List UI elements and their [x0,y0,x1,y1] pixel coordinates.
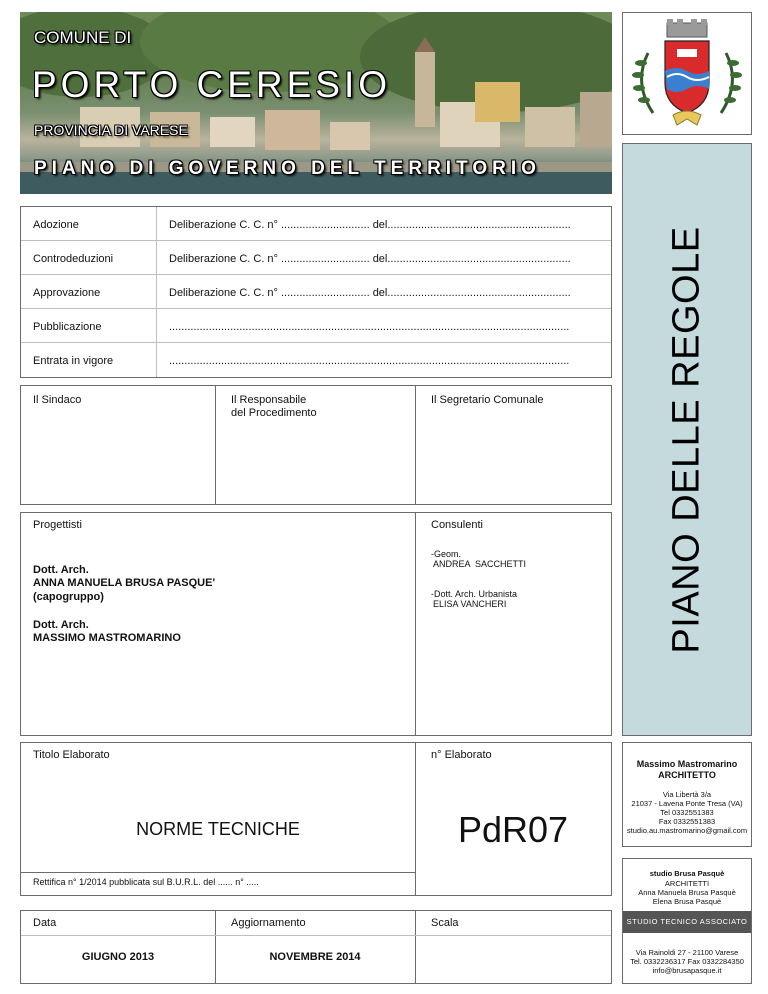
divider [215,911,216,983]
segretario-label: Il Segretario Comunale [431,394,544,406]
date-value: GIUGNO 2013 [81,951,155,963]
consultant2-name: ELISA VANCHERI [433,599,507,609]
divider [415,513,416,735]
studio-name: studio Brusa Pasquè [649,869,725,878]
row-label: Controdeduzioni [33,253,114,265]
consulenti-label: Consulenti [431,519,483,531]
procedure-table [20,206,612,378]
rettifica-note: Rettifica n° 1/2014 pubblicata sul B.U.R.L. del ...... n° ..... [33,877,259,887]
drawing-number: PdR07 [457,809,569,850]
studio-name: Massimo Mastromarino [636,759,738,769]
studio-brusa-box [622,858,752,984]
row-label: Entrata in vigore [33,355,114,367]
divider [21,935,611,936]
drawing-title: NORME TECNICHE [136,819,300,839]
designers-box [20,512,612,736]
arch1-title: Dott. Arch. [33,564,89,576]
arch2-title: Dott. Arch. [33,619,89,631]
row-value: Deliberazione C. C. n° ............................. del............................................................ [169,253,571,265]
signature-boxes [20,385,612,505]
studio-address-2: 21037 - Lavena Ponte Tresa (VA) [631,799,743,808]
divider [21,872,416,873]
studio-address: Via Rainoldi 27 - 21100 Varese [635,948,739,957]
studio-mastromarino-box [622,742,752,847]
row-label: Pubblicazione [33,321,102,333]
data-label: Data [33,917,57,929]
divider [215,386,216,504]
province-label: PROVINCIA DI VARESE [34,122,188,138]
town-name: PORTO CERESIO [32,64,392,105]
plan-title: PIANO DI GOVERNO DEL TERRITORIO [34,158,541,179]
numero-elaborato-label: n° Elaborato [431,749,492,761]
crest-box [622,12,752,135]
row-value: Deliberazione C. C. n° ............................. del............................................................ [169,219,571,231]
header-banner [20,12,612,194]
row-value: Deliberazione C. C. n° ............................. del............................................................ [169,287,571,299]
scala-label: Scala [431,917,459,929]
studio-role: ARCHITETTI [664,879,710,888]
row-value: ................................................................................................................................... [169,321,570,333]
studio-tel: Tel 0332551383 [660,808,714,817]
comune-label: COMUNE DI [34,28,132,47]
consultant1-name: ANDREA SACCHETTI [433,559,527,569]
divider [415,911,416,983]
date-scale-box [20,910,612,984]
document-type-title: PIANO DELLE REGOLE [665,225,708,654]
sindaco-label: Il Sindaco [33,394,82,406]
studio-partner-1: Anna Manuela Brusa Pasquè [638,888,736,897]
table-row [21,241,611,275]
studio-fax: Fax 0332551383 [658,817,716,826]
table-row [21,275,611,309]
arch2-name: MASSIMO MASTROMARINO [33,632,181,644]
studio-role: ARCHITETTO [658,770,716,780]
studio-partner-2: Elena Brusa Pasquè [652,897,722,906]
studio-email: info@brusapasque.it [652,966,722,975]
responsabile-label-2: del Procedimento [231,407,317,419]
row-label: Adozione [33,219,79,231]
row-value: ................................................................................................................................... [169,355,570,367]
studio-tel: Tel. 0332236317 Fax 0332284350 [630,957,744,966]
studio-address-1: Via Libertà 3/a [662,790,712,799]
update-value: NOVEMBRE 2014 [269,951,361,963]
drawing-title-box [20,742,612,896]
divider [415,386,416,504]
consultant2-title: -Dott. Arch. Urbanista [431,589,518,599]
studio-band: STUDIO TECNICO ASSOCIATO [623,911,751,933]
studio-email: studio.au.mastromarino@gmail.com [626,826,748,835]
consultant1-title: -Geom. [431,549,462,559]
row-label: Approvazione [33,287,101,299]
municipal-crest-icon [623,13,751,134]
arch1-role: (capogruppo) [33,591,104,603]
table-row [21,309,611,343]
table-row [21,343,611,377]
arch1-name: ANNA MANUELA BRUSA PASQUE' [33,577,216,589]
progettisti-label: Progettisti [33,519,82,531]
table-row [21,207,611,241]
aggiornamento-label: Aggiornamento [231,917,306,929]
titolo-elaborato-label: Titolo Elaborato [33,749,110,761]
document-type-band [622,143,752,736]
responsabile-label-1: Il Responsabile [231,394,307,406]
